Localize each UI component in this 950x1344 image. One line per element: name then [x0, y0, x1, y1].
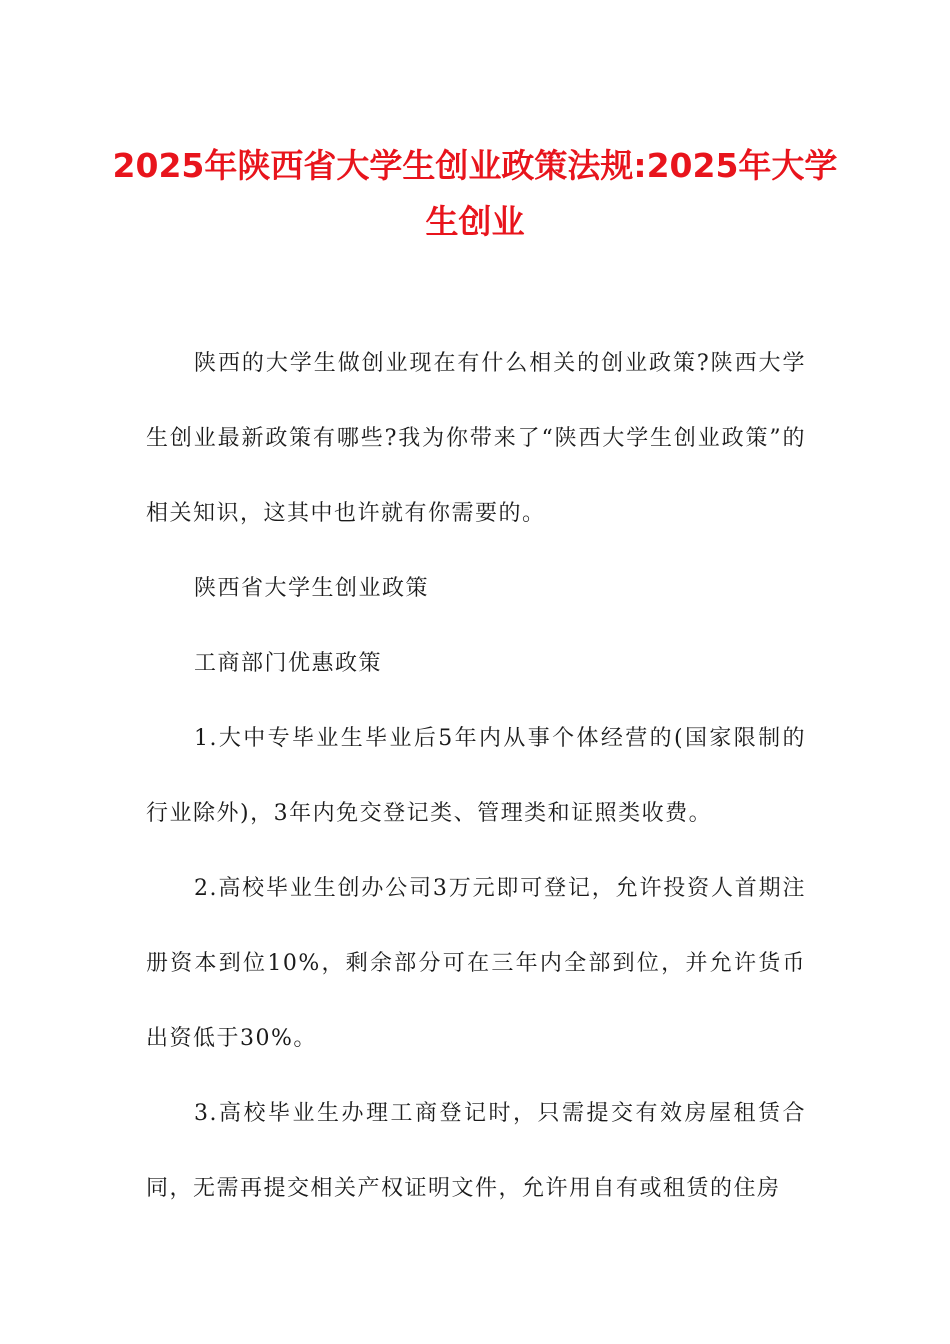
paragraph-item-1: 1.大中专毕业生毕业后5年内从事个体经营的(国家限制的行业除外)，3年内免交登记类、管理类和证照类收费。 — [146, 726, 806, 826]
document-title: 2025年陕西省大学生创业政策法规:2025年大学生创业 — [112, 146, 838, 241]
paragraph-item-3: 3.高校毕业生办理工商登记时，只需提交有效房屋租赁合同，无需再提交相关产权证明文件，允许用自有或租赁的住房 — [146, 1101, 806, 1201]
paragraph-item-2: 2.高校毕业生创办公司3万元即可登记，允许投资人首期注册资本到位10%，剩余部分可在三年内全部到位，并允许货币出资低于30%。 — [146, 876, 806, 1051]
paragraph-intro: 陕西的大学生做创业现在有什么相关的创业政策?陕西大学生创业最新政策有哪些?我为你带来了“陕西大学生创业政策”的相关知识，这其中也许就有你需要的。 — [146, 351, 806, 526]
paragraph-section-heading: 陕西省大学生创业政策 — [194, 576, 430, 601]
document-body — [146, 326, 806, 1226]
paragraph-subsection-heading: 工商部门优惠政策 — [194, 651, 383, 676]
